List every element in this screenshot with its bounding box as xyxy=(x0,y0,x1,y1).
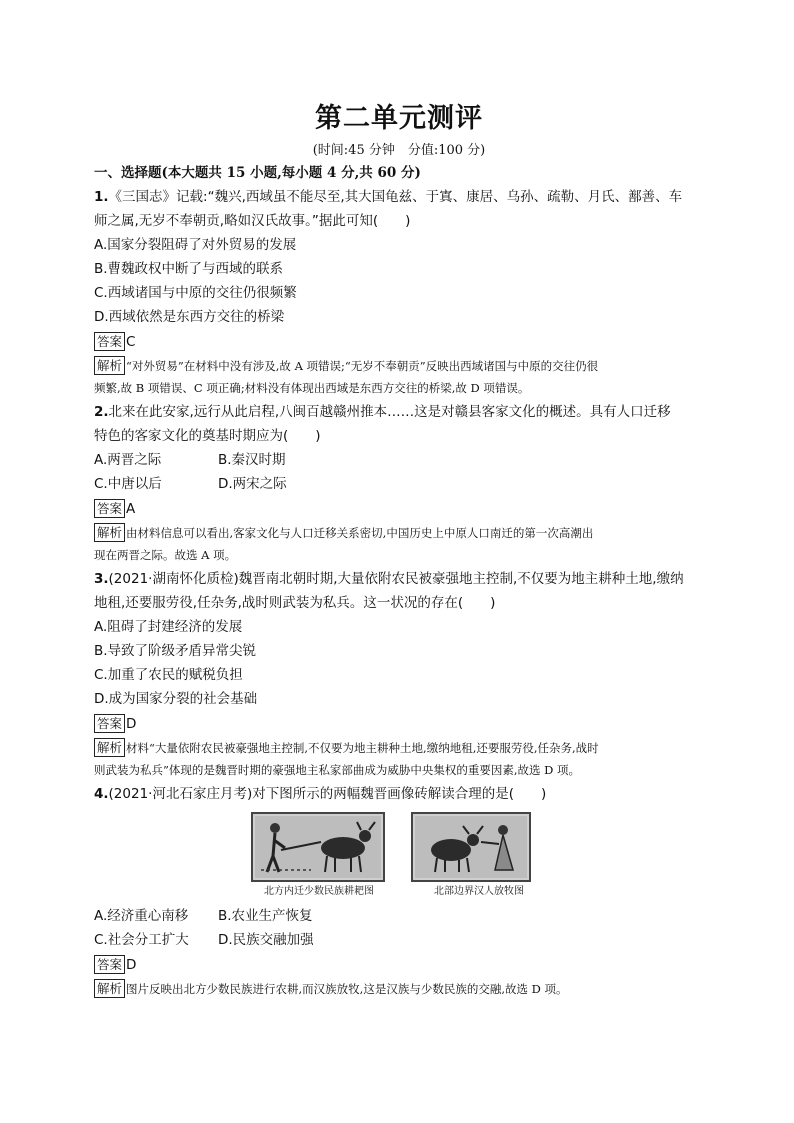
question-text: 特色的客家文化的奠基时期应为( ) xyxy=(94,428,321,444)
option-d[interactable]: D.西域依然是东西方交往的桥梁 xyxy=(94,309,285,325)
option-b[interactable]: B.秦汉时期 xyxy=(218,452,286,468)
herding-brick-image xyxy=(411,812,531,882)
answer-row xyxy=(94,498,704,520)
figure-plowing xyxy=(251,812,387,900)
page-title: 第二单元测评 xyxy=(315,103,483,134)
question-text: 《三国志》记载:“魏兴,西域虽不能尽至,其大国龟兹、于寘、康居、乌孙、疏勒、月氏、鄯善、车 xyxy=(108,189,683,205)
explanation-cont: 则武装为私兵”体现的是魏晋时期的豪强地主私家部曲成为威胁中央集权的重要因素,故选 D 项。 xyxy=(94,763,581,777)
question-text: (2021·河北石家庄月考)对下图所示的两幅魏晋画像砖解读合理的是( ) xyxy=(108,786,547,802)
exam-meta: (时间:45 分钟 分值:100 分) xyxy=(312,143,486,158)
question-4 xyxy=(94,782,704,1000)
answer-value: A xyxy=(126,501,136,517)
option-d[interactable]: D.民族交融加强 xyxy=(218,932,314,948)
answer-row xyxy=(94,713,704,735)
question-number: 1. xyxy=(94,189,109,205)
option-b[interactable]: B.曹魏政权中断了与西域的联系 xyxy=(94,261,284,277)
explanation-cont: 现在两晋之际。故选 A 项。 xyxy=(94,548,237,562)
explain-tag: 解析 xyxy=(94,523,125,542)
section-heading: 一、选择题(本大题共 15 小题,每小题 4 分,共 60 分) xyxy=(94,165,421,181)
question-3 xyxy=(94,567,704,781)
explanation: 解析 “对外贸易”在材料中没有涉及,故 A 项错误;“无岁不奉朝贡”反映出西域诸国与中原的交往仍很 xyxy=(94,355,704,377)
figure-row xyxy=(94,812,704,900)
figure-herding xyxy=(411,812,547,900)
question-number: 4. xyxy=(94,786,109,802)
figure-caption: 北方内迁少数民族耕耙图 xyxy=(264,886,374,897)
option-c[interactable]: C.社会分工扩大 xyxy=(94,932,189,948)
option-a[interactable]: A.阻碍了封建经济的发展 xyxy=(94,619,243,635)
explain-tag: 解析 xyxy=(94,356,125,375)
option-a[interactable]: A.经济重心南移 xyxy=(94,908,189,924)
explanation: 解析 由材料信息可以看出,客家文化与人口迁移关系密切,中国历史上中原人口南迁的第一次高潮出 xyxy=(94,522,704,544)
explanation-cont: 频繁,故 B 项错误、C 项正确;材料没有体现出西域是东西方交往的桥梁,故 D 项错误。 xyxy=(94,381,530,395)
explanation: 解析 材料“大量依附农民被豪强地主控制,不仅要为地主耕种土地,缴纳地租,还要服劳役,任杂务,战时 xyxy=(94,737,704,759)
option-a[interactable]: A.国家分裂阻碍了对外贸易的发展 xyxy=(94,237,297,253)
answer-tag: 答案 xyxy=(94,955,125,974)
question-number: 2. xyxy=(94,404,109,420)
answer-tag: 答案 xyxy=(94,332,125,351)
answer-value: C xyxy=(126,334,136,350)
question-text: (2021·湖南怀化质检)魏晋南北朝时期,大量依附农民被豪强地主控制,不仅要为地主耕种土地,缴纳 xyxy=(108,571,684,587)
option-a[interactable]: A.两晋之际 xyxy=(94,452,162,468)
answer-tag: 答案 xyxy=(94,714,125,733)
answer-value: D xyxy=(126,957,137,973)
question-text: 北来在此安家,远行从此启程,八闽百越赣州推本……这是对赣县客家文化的概述。具有人口迁移 xyxy=(108,404,671,420)
figure-caption: 北部边界汉人放牧图 xyxy=(434,886,524,897)
option-c[interactable]: C.西域诸国与中原的交往仍很频繁 xyxy=(94,285,297,301)
question-text: 师之属,无岁不奉朝贡,略如汉氏故事。”据此可知( ) xyxy=(94,213,411,229)
question-2 xyxy=(94,400,704,566)
answer-row xyxy=(94,331,704,353)
option-c[interactable]: C.中唐以后 xyxy=(94,476,162,492)
option-b[interactable]: B.农业生产恢复 xyxy=(218,908,313,924)
question-number: 3. xyxy=(94,571,109,587)
plowing-brick-image xyxy=(251,812,385,882)
question-text: 地租,还要服劳役,任杂务,战时则武装为私兵。这一状况的存在( ) xyxy=(94,595,496,611)
answer-tag: 答案 xyxy=(94,499,125,518)
answer-row xyxy=(94,954,704,976)
answer-value: D xyxy=(126,716,137,732)
explanation: 解析 图片反映出北方少数民族进行农耕,而汉族放牧,这是汉族与少数民族的交融,故选 D 项。 xyxy=(94,978,704,1000)
option-b[interactable]: B.导致了阶级矛盾异常尖锐 xyxy=(94,643,257,659)
option-d[interactable]: D.两宋之际 xyxy=(218,476,287,492)
option-d[interactable]: D.成为国家分裂的社会基础 xyxy=(94,691,258,707)
document-page xyxy=(94,100,704,1000)
option-c[interactable]: C.加重了农民的赋税负担 xyxy=(94,667,243,683)
explain-tag: 解析 xyxy=(94,738,125,757)
explain-tag: 解析 xyxy=(94,979,125,998)
question-1 xyxy=(94,185,704,399)
